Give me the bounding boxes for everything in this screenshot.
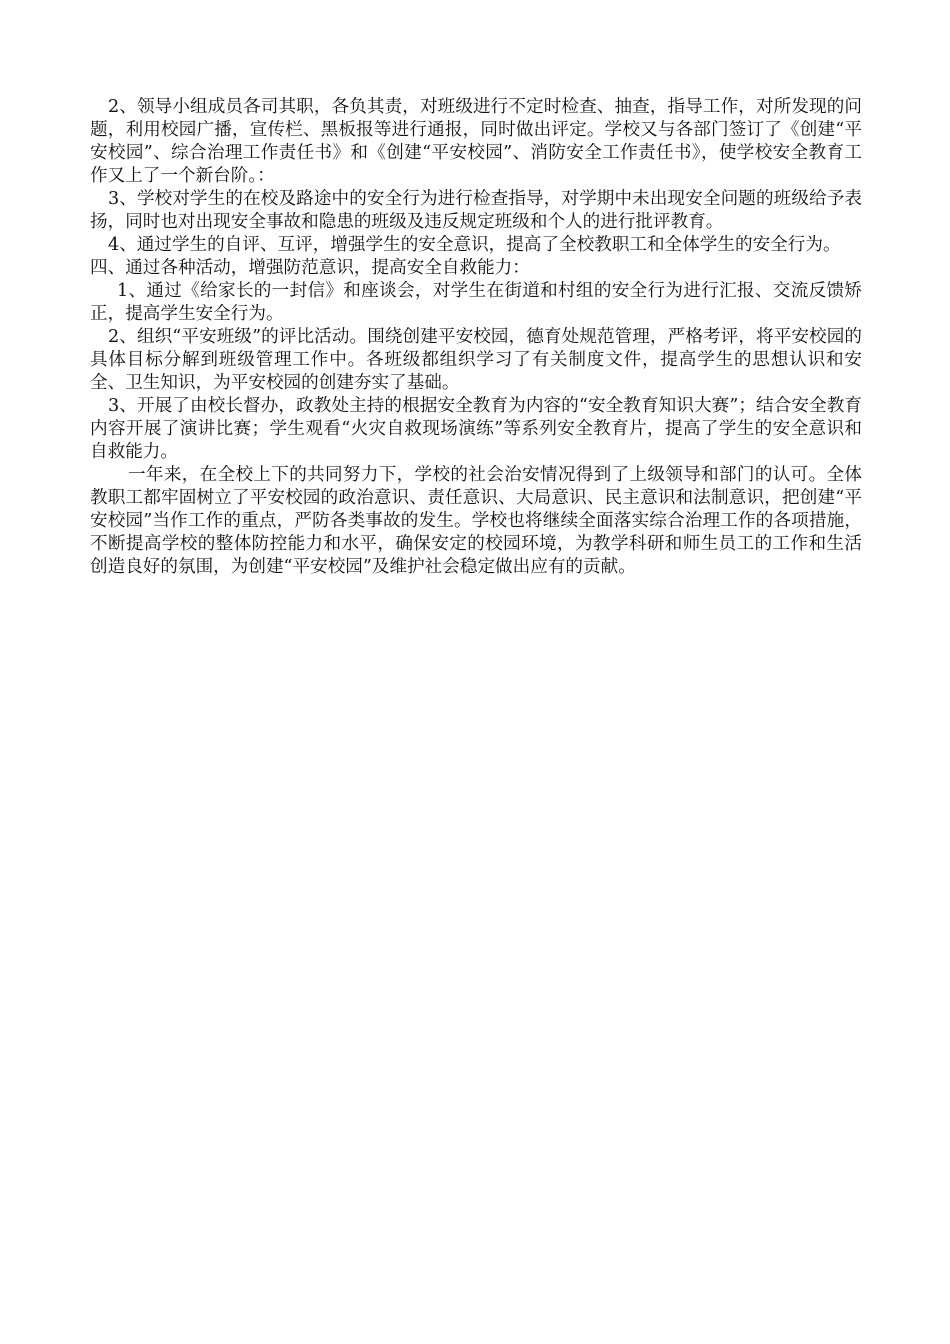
paragraph-parent-letter: 1、通过《给家长的一封信》和座谈会，对学生在街道和村组的安全行为进行汇报、交流反馈矫正，提高学生安全行为。 — [90, 281, 862, 324]
section-heading-activities: 四、通过各种活动，增强防范意识，提高安全自救能力： — [90, 258, 530, 278]
paragraph-safe-class-contest: 2、组织“平安班级”的评比活动。围绕创建平安校园，德育处规范管理，严格考评，将平安校园的具体目标分解到班级管理工作中。各班级都组织学习了有关制度文件，提高学生的思想认识和安全、卫生知识，为平安校园的创建夯实了基础。 — [90, 327, 862, 393]
paragraph-conclusion: 一年来，在全校上下的共同努力下，学校的社会治安情况得到了上级领导和部门的认可。全体教职工都牢固树立了平安校园的政治意识、责任意识、大局意识、民主意识和法制意识，把创建“平安校园”当作工作的重点，严防各类事故的发生。学校也将继续全面落实综合治理工作的各项措施，不断提高学校的整体防控能力和水平，确保安定的校园环境，为教学科研和师生员工的工作和生活创造良好的氛围，为创建“平安校园”及维护社会稳定做出应有的贡献。 — [90, 465, 862, 577]
document-body — [90, 96, 862, 579]
paragraph-knowledge-contest: 3、开展了由校长督办，政教处主持的根据安全教育为内容的“安全教育知识大赛”；结合安全教育内容开展了演讲比赛；学生观看“火灾自救现场演练”等系列安全教育片，提高了学生的安全意识和自救能力。 — [90, 396, 862, 462]
paragraph-self-evaluation: 4、通过学生的自评、互评，增强学生的安全意识，提高了全校教职工和全体学生的安全行为。 — [108, 235, 841, 255]
paragraph-safety-guidance: 3、学校对学生的在校及路途中的安全行为进行检查指导，对学期中未出现安全问题的班级给予表扬，同时也对出现安全事故和隐患的班级及违反规定班级和个人的进行批评教育。 — [90, 189, 862, 232]
paragraph-responsibility-inspection: 2、领导小组成员各司其职，各负其责，对班级进行不定时检查、抽查，指导工作，对所发现的问题，利用校园广播，宣传栏、黑板报等进行通报，同时做出评定。学校又与各部门签订了《创建“平安校园”、综合治理工作责任书》和《创建“平安校园”、消防安全工作责任书》，使学校安全教育工作又上了一个新台阶。： — [90, 97, 862, 186]
